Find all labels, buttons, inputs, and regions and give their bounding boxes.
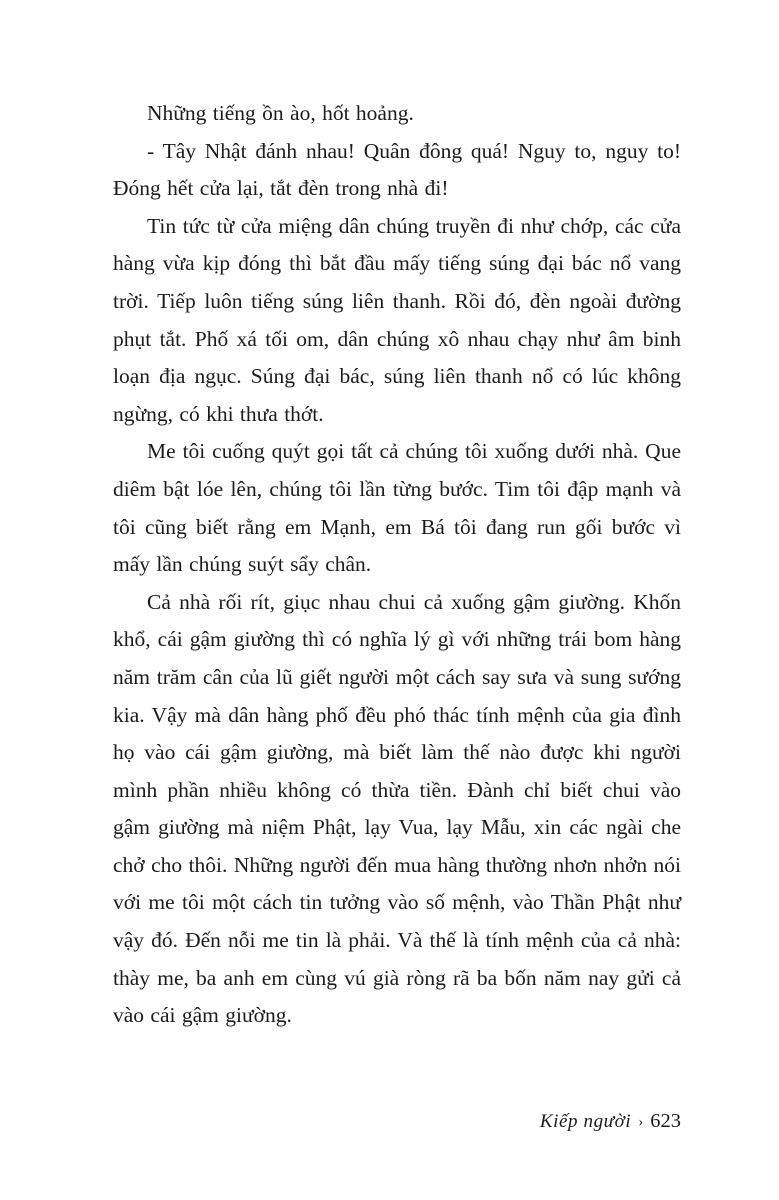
footer-separator: › xyxy=(638,1114,644,1130)
page-footer xyxy=(540,1110,681,1133)
body-text-block xyxy=(113,95,681,1035)
page-number: 623 xyxy=(650,1110,681,1132)
paragraph: - Tây Nhật đánh nhau! Quân đông quá! Nguy to, nguy to! Đóng hết cửa lại, tắt đèn trong nhà đi! xyxy=(113,138,681,201)
paragraph: Những tiếng ồn ào, hốt hoảng. xyxy=(147,101,414,125)
paragraph: Me tôi cuống quýt gọi tất cả chúng tôi xuống dưới nhà. Que diêm bật lóe lên, chúng tôi lần từng bước. Tim tôi đập mạnh và tôi cũng biết rằng em Mạnh, em Bá tôi đang run gối bước vì mấy lần chúng suýt sẩy chân. xyxy=(113,439,681,577)
paragraph: Cả nhà rối rít, giục nhau chui cả xuống gậm giường. Khốn khổ, cái gậm giường thì có nghĩa lý gì với những trái bom hàng năm trăm cân của lũ giết người một cách say sưa và sung sướng kia. Vậy mà dân hàng phố đều phó thác tính mệnh của gia đình họ vào cái gậm giường, mà biết làm thế nào được khi người mình phần nhiều không có thừa tiền. Đành chỉ biết chui vào gậm giường mà niệm Phật, lạy Vua, lạy Mẫu, xin các ngài che chở cho thôi. Những người đến mua hàng thường nhơn nhởn nói với me tôi một cách tin tưởng vào số mệnh, vào Thần Phật như vậy đó. Đến nỗi me tin là phải. Và thế là tính mệnh của cả nhà: thày me, ba anh em cùng vú già ròng rã ba bốn năm nay gửi cả vào cái gậm giường. xyxy=(113,589,681,1028)
paragraph: Tin tức từ cửa miệng dân chúng truyền đi như chớp, các cửa hàng vừa kịp đóng thì bắt đầu mấy tiếng súng đại bác nổ vang trời. Tiếp luôn tiếng súng liên thanh. Rồi đó, đèn ngoài đường phụt tắt. Phố xá tối om, dân chúng xô nhau chạy như âm binh loạn địa ngục. Súng đại bác, súng liên thanh nổ có lúc không ngừng, có khi thưa thớt. xyxy=(113,213,681,426)
running-title: Kiếp người xyxy=(539,1111,632,1132)
